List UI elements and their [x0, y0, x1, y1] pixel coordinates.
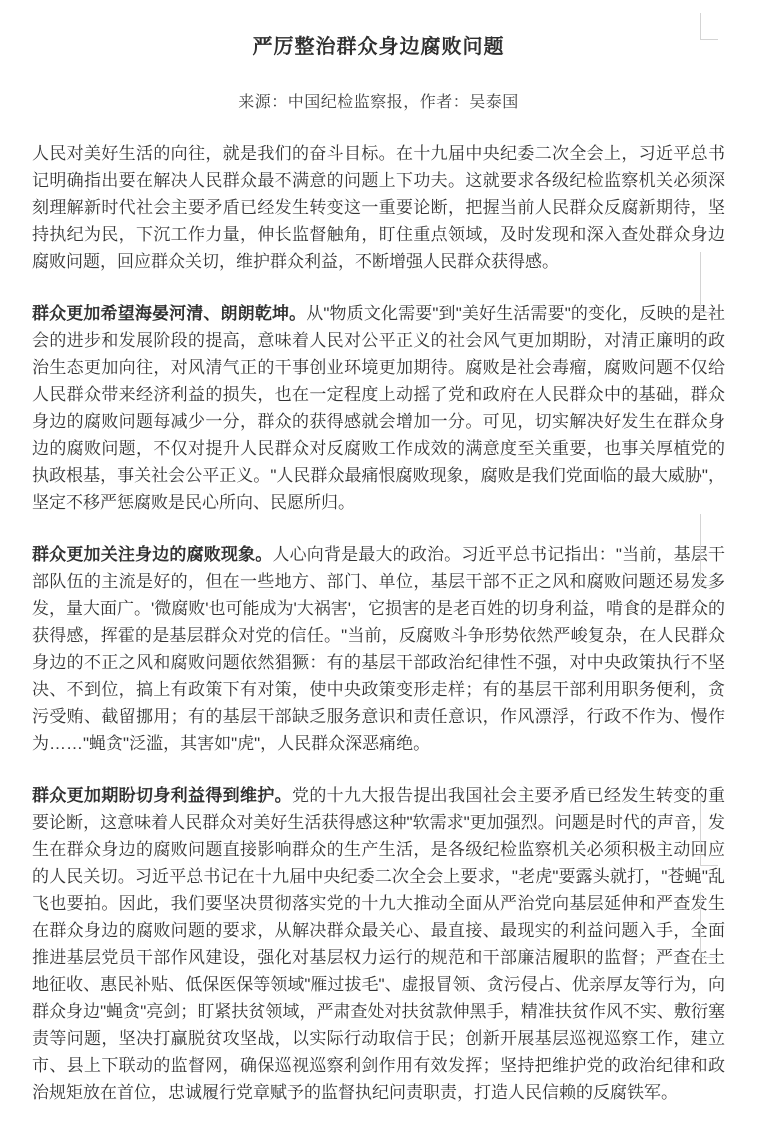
- paragraph-1: [32, 140, 725, 275]
- byline: 来源：中国纪检监察报，作者：吴泰国: [238, 94, 519, 111]
- paragraph-4: [32, 782, 725, 1106]
- paragraph-1-text: 人民对美好生活的向往，就是我们的奋斗目标。在十九届中央纪委二次全会上，习近平总书记明确指出要在解决人民群众最不满意的问题上下功夫。这就要求各级纪检监察机关必须深刻理解新时代社会主要矛盾已经发生转变这一重要论断，把握当前人民群众反腐新期待，坚持执纪为民，下沉工作力量，伸长监督触角，盯住重点领域，及时发现和深入查处群众身边腐败问题，回应群众关切，维护群众利益，不断增强人民群众获得感。: [32, 144, 725, 271]
- article-body: [32, 140, 725, 1106]
- paragraph-2-text: 从"物质文化需要"到"美好生活需要"的变化，反映的是社会的进步和发展阶段的提高，意味着人民对公平正义的社会风气更加期盼，对清正廉明的政治生态更加向往，对风清气正的干事创业环境更加期待。腐败是社会毒瘤，腐败问题不仅给人民群众带来经济利益的损失，也在一定程度上动摇了党和政府在人民群众中的基础，群众身边的腐败问题每减少一分，群众的获得感就会增加一分。可见，切实解决好发生在群众身边的腐败问题，不仅对提升人民群众对反腐败工作成效的满意度至关重要，也事关厚植党的执政根基，事关社会公平正义。"人民群众最痛恨腐败现象，腐败是我们党面临的最大威胁"，坚定不移严惩腐败是民心所向、民愿所归。: [32, 304, 725, 512]
- paragraph-2: [32, 300, 725, 516]
- paragraph-3: [32, 541, 725, 757]
- paragraph-4-lead: 群众更加期盼切身利益得到维护。: [32, 786, 292, 805]
- paragraph-3-lead: 群众更加关注身边的腐败现象。: [32, 545, 273, 564]
- paragraph-2-lead: 群众更加希望海晏河清、朗朗乾坤。: [32, 304, 307, 323]
- paragraph-4-text: 党的十九大报告提出我国社会主要矛盾已经发生转变的重要论断，这意味着人民群众对美好生活获得感这种"软需求"更加强烈。问题是时代的声音，发生在群众身边的腐败问题直接影响群众的生产生活，是各级纪检监察机关必须积极主动回应的人民关切。习近平总书记在十九届中央纪委二次全会上要求，"老虎"要露头就打，"苍蝇"乱飞也要拍。因此，我们要坚决贯彻落实党的十九大推动全面从严治党向基层延伸和严查发生在群众身边的腐败问题的要求，从解决群众最关心、最直接、最现实的利益问题入手，全面推进基层党员干部作风建设，强化对基层权力运行的规范和干部廉洁履职的监督；严查在土地征收、惠民补贴、低保医保等领域"雁过拔毛"、虚报冒领、贪污侵占、优亲厚友等行为，向群众身边"蝇贪"亮剑；盯紧扶贫领域，严肃查处对扶贫款伸黑手，精准扶贫作风不实、敷衍塞责等问题，坚决打赢脱贫攻坚战，以实际行动取信于民；创新开展基层巡视巡察工作，建立市、县上下联动的监督网，确保巡视巡察利剑作用有效发挥；坚持把维护党的政治纪律和政治规矩放在首位，忠诚履行党章赋予的监督执纪问责职责，打造人民信赖的反腐铁军。: [32, 786, 725, 1102]
- page-title: 严厉整治群众身边腐败问题: [252, 36, 505, 58]
- paragraph-3-text: 人心向背是最大的政治。习近平总书记指出："当前，基层干部队伍的主流是好的，但在一些地方、部门、单位，基层干部不正之风和腐败问题还易发多发，量大面广。'微腐败'也可能成为'大祸害'，它损害的是老百姓的切身利益，啃食的是群众的获得感，挥霍的是基层群众对党的信任。"当前，反腐败斗争形势依然严峻复杂，在人民群众身边的不正之风和腐败问题依然猖獗：有的基层干部政治纪律性不强，对中央政策执行不坚决、不到位，搞上有政策下有对策，使中央政策变形走样；有的基层干部利用职务便利，贪污受贿、截留挪用；有的基层干部缺乏服务意识和责任意识，作风漂浮，行政不作为、慢作为……"蝇贪"泛滥，其害如"虎"，人民群众深恶痛绝。: [32, 545, 725, 753]
